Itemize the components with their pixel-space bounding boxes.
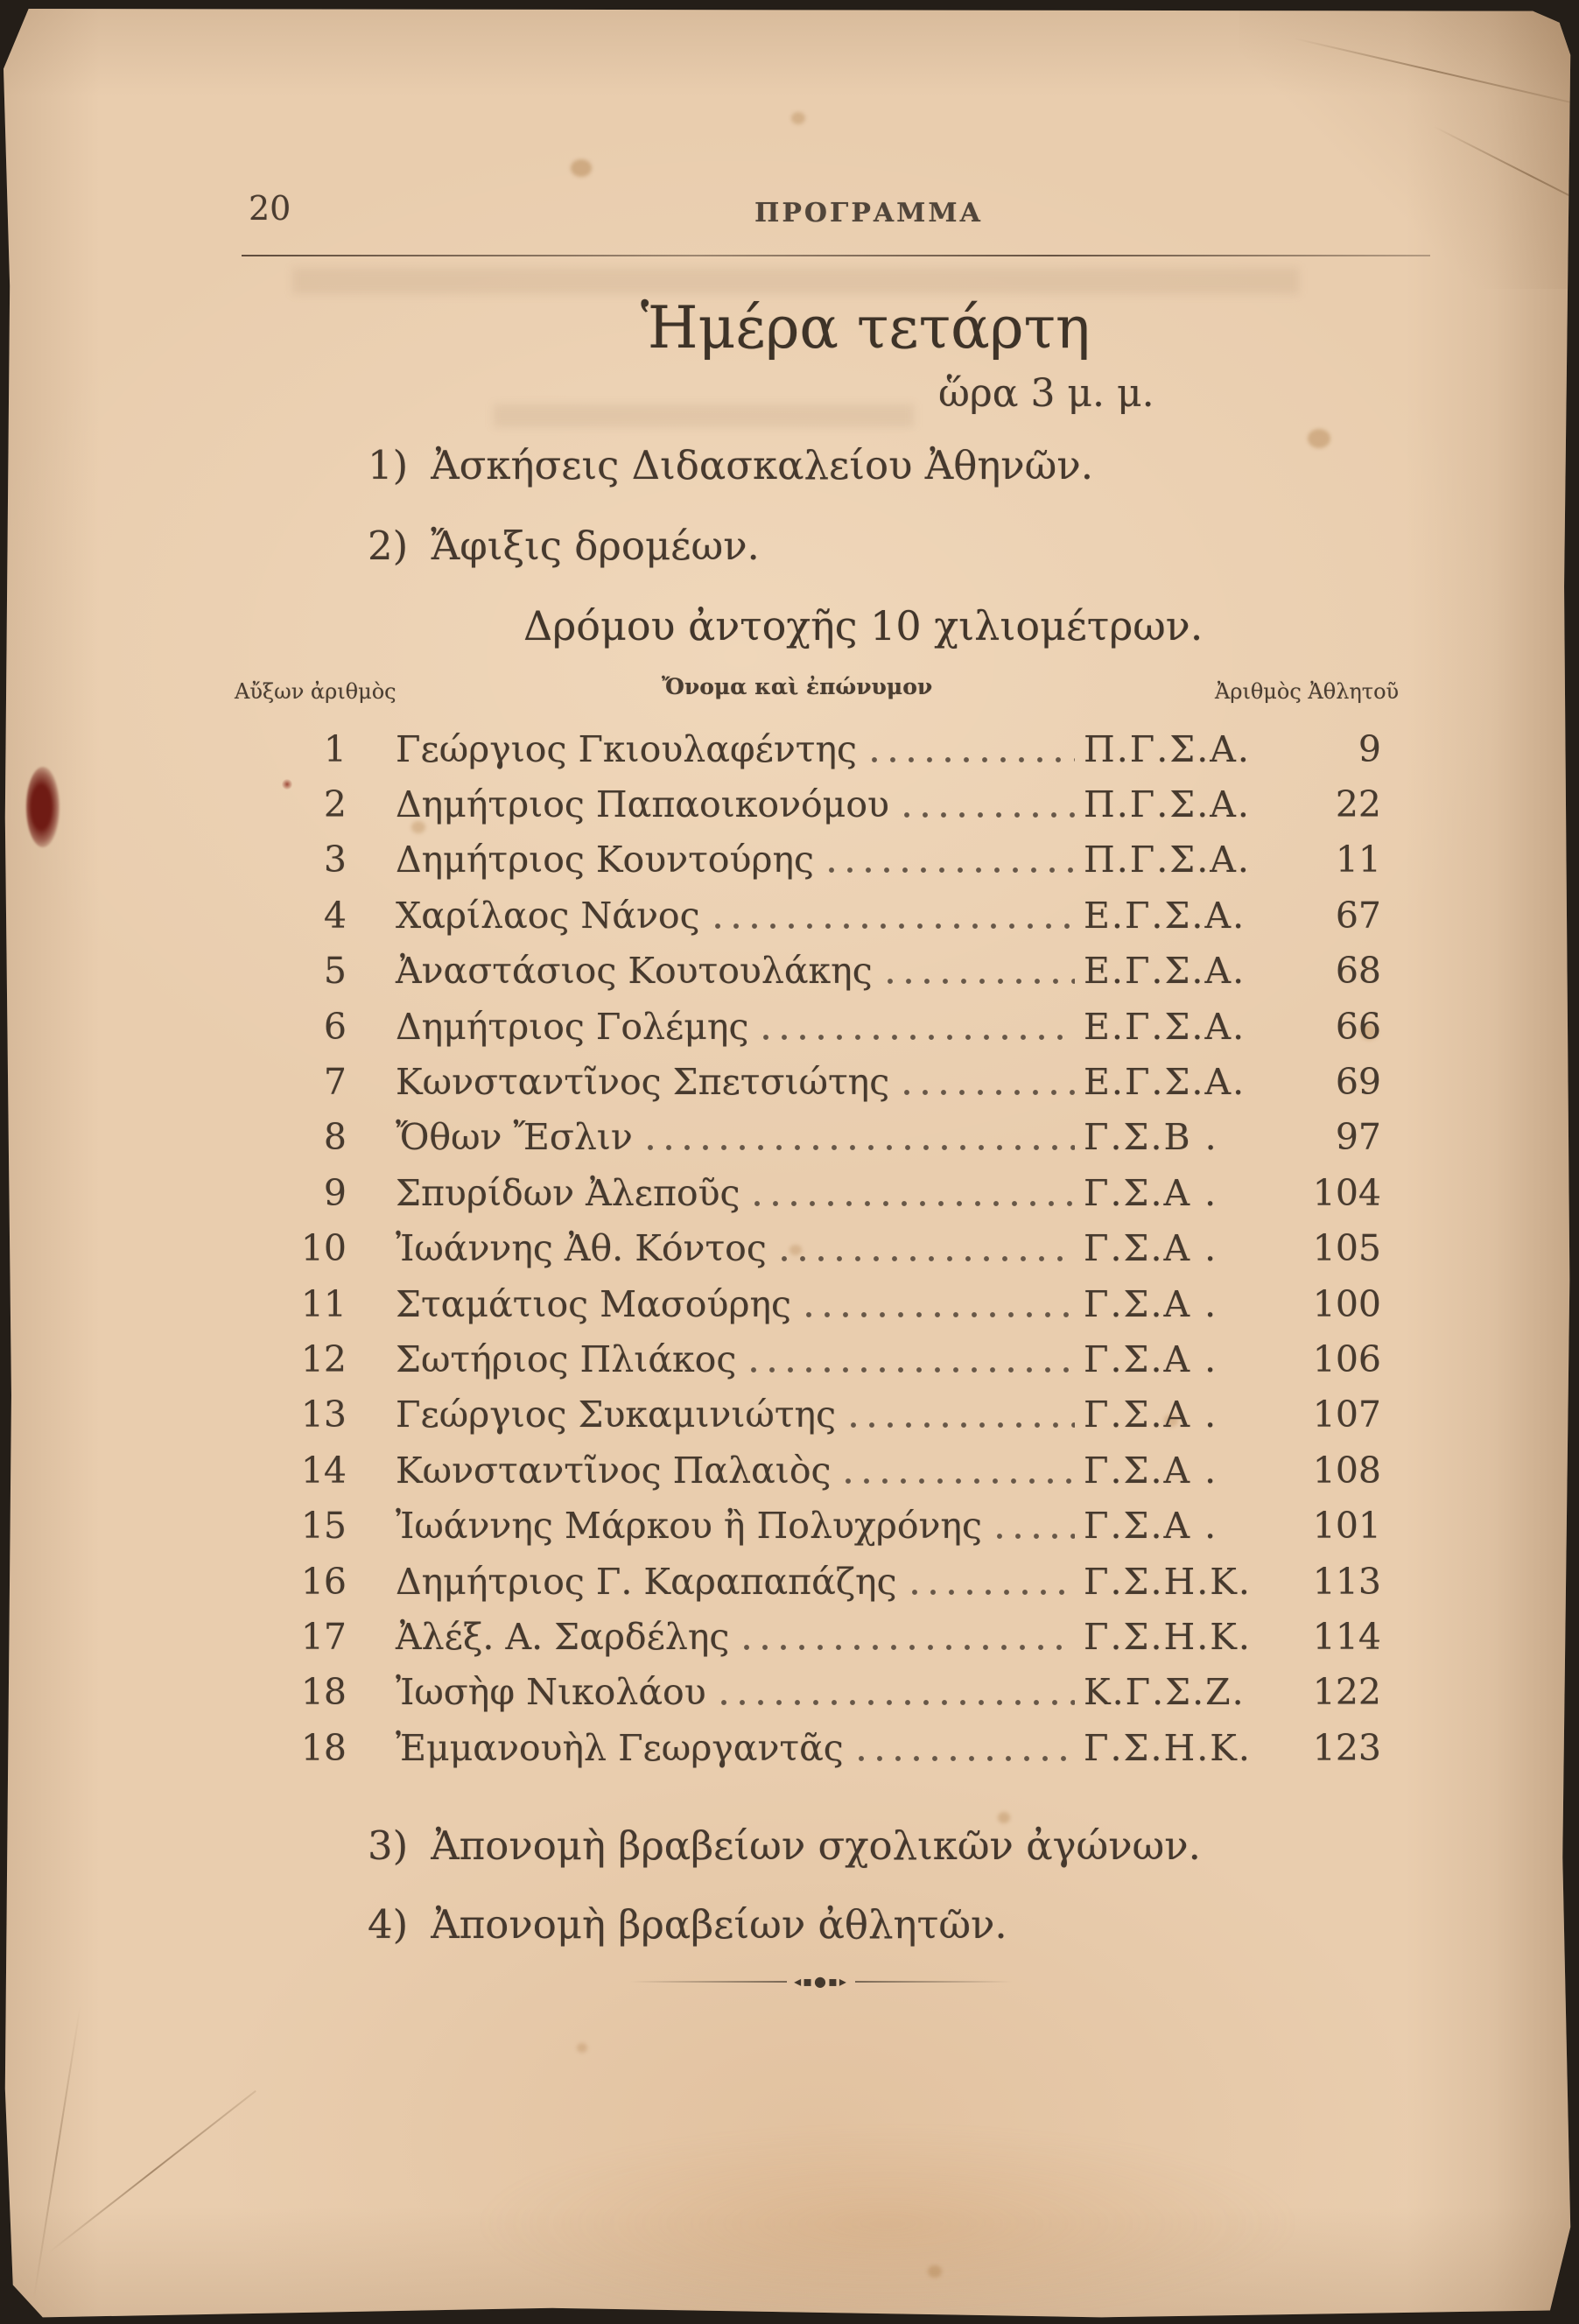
dot-leader bbox=[805, 1311, 1075, 1318]
athlete-number: 9 bbox=[1358, 727, 1381, 770]
table-row bbox=[242, 1331, 1381, 1387]
athlete-name: Δημήτριος Παπαοικονόμου bbox=[396, 783, 889, 826]
table-row bbox=[242, 999, 1381, 1054]
fox-spot bbox=[577, 2043, 587, 2053]
club-abbreviation: Γ.Σ.Η.Κ. bbox=[1084, 1726, 1252, 1769]
dot-leader bbox=[911, 1589, 1075, 1596]
athlete-number: 123 bbox=[1312, 1726, 1381, 1769]
athlete-name: Ἰωάννης Ἀθ. Κόντος bbox=[396, 1227, 767, 1270]
athlete-number: 68 bbox=[1335, 950, 1381, 993]
fox-spot bbox=[791, 112, 805, 124]
item-text: Ἀσκήσεις Διδασκαλείου Ἀθηνῶν. bbox=[431, 442, 1094, 488]
header-rule bbox=[242, 255, 1430, 256]
table-row bbox=[242, 1165, 1381, 1220]
table-row bbox=[242, 944, 1381, 999]
athlete-name: Ἐμμανουὴλ Γεωργαντᾶς bbox=[396, 1726, 844, 1769]
club-abbreviation: Γ.Σ.Α . bbox=[1084, 1505, 1218, 1548]
athlete-name: Γεώργιος Γκιουλαφέντης bbox=[396, 727, 857, 770]
club-abbreviation: Γ.Σ.Α . bbox=[1084, 1449, 1218, 1492]
red-wax-stain bbox=[26, 767, 60, 847]
table-row bbox=[242, 1720, 1381, 1775]
club-abbreviation: Γ.Σ.Β . bbox=[1084, 1116, 1218, 1159]
athlete-name: Ἀναστάσιος Κουτουλάκης bbox=[396, 950, 873, 993]
athlete-number: 22 bbox=[1335, 783, 1381, 826]
ornament-divider bbox=[630, 1975, 1012, 1989]
club-abbreviation: Γ.Σ.Α . bbox=[1084, 1227, 1218, 1270]
table-row bbox=[242, 1276, 1381, 1331]
athlete-number: 113 bbox=[1312, 1560, 1381, 1603]
athlete-number: 108 bbox=[1312, 1449, 1381, 1492]
item-text: Ἀπονομὴ βραβείων σχολικῶν ἀγώνων. bbox=[431, 1822, 1201, 1869]
item-number: 2) bbox=[368, 523, 409, 569]
program-item-3 bbox=[368, 1822, 1201, 1869]
athlete-number: 104 bbox=[1312, 1171, 1381, 1214]
table-row bbox=[242, 832, 1381, 888]
athlete-name: Σπυρίδων Ἀλεποῦς bbox=[396, 1171, 740, 1214]
athlete-number: 67 bbox=[1335, 894, 1381, 937]
club-abbreviation: Π.Γ.Σ.Α. bbox=[1084, 727, 1251, 770]
row-ordinal: 9 bbox=[323, 1171, 347, 1214]
program-item-2 bbox=[368, 523, 760, 569]
athlete-number: 97 bbox=[1335, 1116, 1381, 1159]
table-row bbox=[242, 776, 1381, 832]
club-abbreviation: Ε.Γ.Σ.Α. bbox=[1084, 894, 1246, 937]
row-ordinal: 11 bbox=[300, 1282, 347, 1325]
row-ordinal: 1 bbox=[323, 727, 347, 770]
table-row bbox=[242, 1498, 1381, 1553]
table-row bbox=[242, 1054, 1381, 1109]
dot-leader bbox=[850, 1422, 1075, 1429]
column-header-ordinal: Αὔξων ἀριθμὸς bbox=[235, 679, 397, 704]
athlete-number: 101 bbox=[1312, 1505, 1381, 1548]
club-abbreviation: Π.Γ.Σ.Α. bbox=[1084, 839, 1251, 881]
table-row bbox=[242, 1665, 1381, 1720]
fox-spot bbox=[928, 2265, 942, 2278]
club-abbreviation: Ε.Γ.Σ.Α. bbox=[1084, 950, 1246, 993]
row-ordinal: 18 bbox=[300, 1671, 347, 1714]
show-through-smudge bbox=[292, 268, 1299, 294]
athlete-table bbox=[242, 721, 1381, 1775]
row-ordinal: 6 bbox=[323, 1005, 347, 1048]
row-ordinal: 8 bbox=[323, 1116, 347, 1159]
club-abbreviation: Ε.Γ.Σ.Α. bbox=[1084, 1005, 1246, 1048]
day-title: Ἡμέρα τετάρτη bbox=[641, 294, 1091, 362]
athlete-number: 11 bbox=[1335, 839, 1381, 881]
row-ordinal: 2 bbox=[323, 783, 347, 826]
table-row bbox=[242, 1387, 1381, 1443]
divider-ornament-glyphs: ◂▪●▪▸ bbox=[794, 1973, 848, 1990]
item-number: 1) bbox=[368, 442, 409, 488]
club-abbreviation: Γ.Σ.Α . bbox=[1084, 1394, 1218, 1436]
dot-leader bbox=[903, 811, 1075, 818]
time-heading: ὥρα 3 μ. μ. bbox=[938, 371, 1154, 416]
column-header-name: Ὄνομα καὶ ἐπώνυμον bbox=[662, 674, 933, 699]
athlete-number: 114 bbox=[1312, 1615, 1381, 1658]
club-abbreviation: Γ.Σ.Α . bbox=[1084, 1338, 1218, 1380]
fox-spot bbox=[1308, 429, 1330, 448]
row-ordinal: 4 bbox=[323, 894, 347, 937]
athlete-name: Χαρίλαος Νάνος bbox=[396, 894, 700, 937]
dot-leader bbox=[754, 1200, 1075, 1207]
divider-line bbox=[855, 1981, 1012, 1983]
athlete-number: 69 bbox=[1335, 1061, 1381, 1104]
athlete-name: Γεώργιος Συκαμινιώτης bbox=[396, 1394, 837, 1436]
table-row bbox=[242, 1609, 1381, 1664]
page-number: 20 bbox=[249, 189, 291, 228]
club-abbreviation: Γ.Σ.Η.Κ. bbox=[1084, 1615, 1252, 1658]
table-row bbox=[242, 1110, 1381, 1165]
club-abbreviation: Κ.Γ.Σ.Ζ. bbox=[1084, 1671, 1246, 1714]
program-item-4 bbox=[368, 1901, 1007, 1948]
crease-line bbox=[32, 2006, 81, 2300]
divider-line bbox=[630, 1981, 787, 1983]
athlete-number: 107 bbox=[1312, 1394, 1381, 1436]
table-row bbox=[242, 888, 1381, 943]
athlete-number: 122 bbox=[1312, 1671, 1381, 1714]
crease-line bbox=[48, 2090, 256, 2253]
row-ordinal: 17 bbox=[300, 1615, 347, 1658]
dot-leader bbox=[720, 1699, 1075, 1706]
corner-fold-shading bbox=[1239, 9, 1572, 289]
row-ordinal: 18 bbox=[300, 1726, 347, 1769]
athlete-name: Σωτήριος Πλιάκος bbox=[396, 1338, 737, 1380]
running-header-title: ΠΡΟΓΡΑΜΜΑ bbox=[754, 198, 983, 228]
program-item-1 bbox=[368, 442, 1093, 488]
dot-leader bbox=[996, 1533, 1075, 1540]
dot-leader bbox=[762, 1034, 1075, 1041]
dot-leader bbox=[871, 756, 1075, 763]
show-through-smudge bbox=[494, 404, 914, 427]
dot-leader bbox=[781, 1255, 1075, 1262]
club-abbreviation: Γ.Σ.Α . bbox=[1084, 1171, 1218, 1214]
athlete-name: Σταμάτιος Μασούρης bbox=[396, 1282, 792, 1325]
row-ordinal: 7 bbox=[323, 1061, 347, 1104]
dot-leader bbox=[714, 923, 1075, 930]
table-row bbox=[242, 1443, 1381, 1498]
race-title: Δρόμου ἀντοχῆς 10 χιλιομέτρων. bbox=[523, 602, 1204, 649]
row-ordinal: 5 bbox=[323, 950, 347, 993]
athlete-name: Δημήτριος Κουντούρης bbox=[396, 839, 815, 881]
row-ordinal: 12 bbox=[300, 1338, 347, 1380]
athlete-name: Δημήτριος Γ. Καραπαπάζης bbox=[396, 1560, 897, 1603]
athlete-number: 100 bbox=[1312, 1282, 1381, 1325]
dot-leader bbox=[845, 1478, 1075, 1485]
item-text: Ἀπονομὴ βραβείων ἀθλητῶν. bbox=[431, 1901, 1007, 1948]
fox-spot bbox=[571, 159, 592, 177]
athlete-number: 106 bbox=[1312, 1338, 1381, 1380]
row-ordinal: 14 bbox=[300, 1449, 347, 1492]
item-text: Ἄφιξις δρομέων. bbox=[431, 523, 760, 569]
table-row bbox=[242, 1554, 1381, 1609]
row-ordinal: 3 bbox=[323, 839, 347, 881]
club-abbreviation: Π.Γ.Σ.Α. bbox=[1084, 783, 1251, 826]
row-ordinal: 13 bbox=[300, 1394, 347, 1436]
dot-leader bbox=[887, 978, 1075, 985]
dot-leader bbox=[647, 1144, 1075, 1151]
athlete-name: Ἰωάννης Μάρκου ἢ Πολυχρόνης bbox=[396, 1505, 982, 1548]
dot-leader bbox=[750, 1366, 1075, 1373]
club-abbreviation: Ε.Γ.Σ.Α. bbox=[1084, 1061, 1246, 1104]
club-abbreviation: Γ.Σ.Α . bbox=[1084, 1282, 1218, 1325]
row-ordinal: 15 bbox=[300, 1505, 347, 1548]
dot-leader bbox=[828, 867, 1075, 874]
athlete-name: Δημήτριος Γολέμης bbox=[396, 1005, 749, 1048]
athlete-name: Κωνσταντῖνος Σπετσιώτης bbox=[396, 1061, 890, 1104]
row-ordinal: 16 bbox=[300, 1560, 347, 1603]
dot-leader bbox=[903, 1089, 1075, 1096]
athlete-name: Ὄθων Ἔσλιν bbox=[396, 1116, 633, 1159]
athlete-name: Κωνσταντῖνος Παλαιὸς bbox=[396, 1449, 832, 1492]
item-number: 3) bbox=[368, 1822, 409, 1869]
table-row bbox=[242, 721, 1381, 776]
athlete-name: Ἰωσὴφ Νικολάου bbox=[396, 1671, 706, 1714]
dot-leader bbox=[858, 1755, 1075, 1762]
club-abbreviation: Γ.Σ.Η.Κ. bbox=[1084, 1560, 1252, 1603]
water-stain bbox=[476, 2127, 1299, 2320]
dot-leader bbox=[743, 1644, 1075, 1651]
table-row bbox=[242, 1221, 1381, 1276]
athlete-name: Ἀλέξ. Α. Σαρδέλης bbox=[396, 1615, 730, 1658]
item-number: 4) bbox=[368, 1901, 409, 1948]
row-ordinal: 10 bbox=[300, 1227, 347, 1270]
column-header-athlete-number: Ἀριθμὸς Ἀθλητοῦ bbox=[1215, 679, 1400, 704]
athlete-number: 105 bbox=[1312, 1227, 1381, 1270]
athlete-number: 66 bbox=[1335, 1005, 1381, 1048]
